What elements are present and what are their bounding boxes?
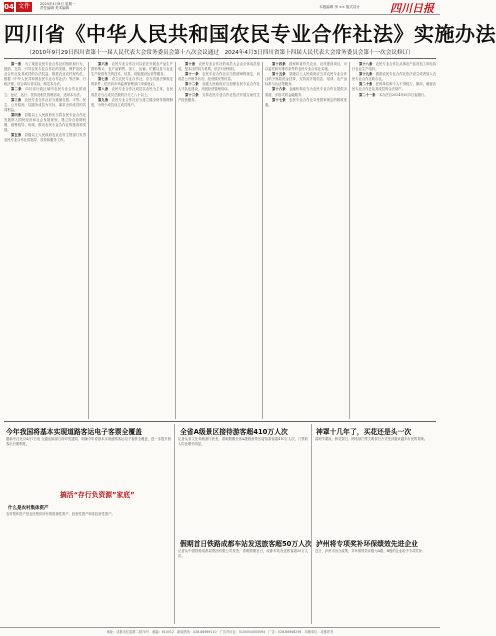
newspaper-logo: 四川日报 <box>390 2 434 15</box>
article-number: 第五条 <box>11 133 25 138</box>
article-paragraph <box>91 62 173 77</box>
article-subhead: 什么是农村集体资产 <box>8 506 49 511</box>
article-number: 第七条 <box>98 77 112 82</box>
text-column-2 <box>91 62 173 419</box>
article-number: 第八条 <box>98 87 112 92</box>
article-text: 四川省行政区域内农民专业合作社的设立、登记、运行、扶持及相关管理活动，适用本办法。 <box>4 87 87 97</box>
article-text: 支持农民专业合作社依法开展互助性生产经营服务。 <box>178 92 261 102</box>
article-number: 第十三条 <box>185 92 203 97</box>
article-paragraph <box>178 62 260 72</box>
section-divider <box>4 421 436 422</box>
article-number: 第十五条 <box>272 72 290 77</box>
article-number: 第十二条 <box>185 82 203 87</box>
article-paragraph <box>352 82 436 92</box>
article-number: 第十六条 <box>272 87 290 92</box>
column-divider <box>262 62 263 419</box>
article-paragraph <box>178 82 260 92</box>
article-number: 第二条 <box>11 87 26 92</box>
article-number: 第四条 <box>11 112 25 117</box>
article-text: 县级以上人民政府应当对农民专业合作社给予财政资金扶持，支持其开展信息、培训、农产品标准与认证等服务。 <box>265 72 348 87</box>
article-text: 本办法自2024年6月1日起施行。 <box>378 92 428 97</box>
article-text: 农民专业合作社成员以农民为主体，农民成员应当占成员总数的百分之八十以上。 <box>91 87 174 97</box>
article-number: 第一条 <box>11 62 25 66</box>
article-number: 第十九条 <box>359 72 376 77</box>
article-number: 第九条 <box>98 97 112 102</box>
header-editor-line: 责任编辑 美术编辑 <box>40 6 70 10</box>
article-paragraph <box>4 113 86 133</box>
column-divider <box>349 62 350 419</box>
article-text: 县级以上人民政府应当将农民专业合作社发展纳入国民经济和社会发展规划，建立综合协调机制，统筹指导、协调、推动农民专业合作社的建设和发展。 <box>4 112 87 133</box>
article-text: 国家和省有关农业、农村建设项目，可以委托和安排有条件的农民专业合作社实施。 <box>265 62 348 72</box>
article-title: 搞活“存行负资源”家底” <box>60 491 135 499</box>
article-number: 第十七条 <box>272 97 290 102</box>
column-divider <box>88 62 89 419</box>
article-number: 第十条 <box>185 62 199 66</box>
article-body: 据新华社北京4月7日电 交通运输部日前印发通知，明确今年将基本实现道路客运电子客票全覆盖，进一步提升旅客出行便利度。 <box>6 437 171 447</box>
article-paragraph <box>265 87 347 97</box>
column-divider <box>174 424 175 624</box>
article-paragraph <box>4 98 86 113</box>
article-title: 假期首日铁路成都车站发送旅客超50万人次 <box>180 540 312 548</box>
article-text: 鼓励农民专业合作社依法设立或者加入农民专业合作社联合社。 <box>352 72 437 82</box>
article-paragraph <box>4 87 86 97</box>
article-paragraph <box>352 93 436 98</box>
text-column-1 <box>4 62 86 419</box>
article-paragraph <box>4 62 86 87</box>
article-number: 第二十条 <box>359 82 376 87</box>
text-column-3 <box>178 62 260 419</box>
article-text: 农民专业合作社从事农产品初加工用电执行农业生产电价。 <box>352 62 437 72</box>
article-text: 为了规范农民专业合作社的组织和行为，鼓励、支持、引导农民专业合作社的发展，保护农民专业合作社及其成员的合法权益，推进农业农村现代化，根据《中华人民共和国农民专业合作社法》等法律、行政法规，结合四川省实际，制定本办法。 <box>4 62 87 87</box>
article-text: 农民专业合作社可以依法开展农产品生产资料购买、农产品销售、加工、运输、贮藏以及与农业生产经营有关的技术、信息、设施建设运营等服务。 <box>91 62 174 77</box>
text-column-5 <box>352 62 436 419</box>
article-number: 第十一条 <box>185 72 203 77</box>
article-body: 清明节期间，鲜花祭扫、网络祭扫等文明祭扫方式受到越来越多市民的青睐。 <box>315 437 428 441</box>
section-label: 文件 <box>18 3 31 10</box>
article-paragraph <box>178 93 260 103</box>
article-body: 记者从中国铁路成都局集团有限公司获悉，清明假期首日，成都车站发送旅客超50万人次。 <box>178 549 308 559</box>
article-text: 县级以上人民政府农业农村主管部门负责农民专业合作社的指导、扶持和服务工作。 <box>4 133 87 143</box>
article-title: 今年我国将基本实现道路客运电子客票全覆盖 <box>6 428 142 436</box>
article-paragraph <box>352 72 436 82</box>
page-number: 04 <box>4 3 14 11</box>
column-divider <box>175 62 176 419</box>
header-date <box>40 2 75 10</box>
article-number: 第六条 <box>98 62 112 66</box>
article-number: 第十四条 <box>272 62 290 66</box>
article-paragraph <box>4 133 86 143</box>
article-paragraph <box>265 98 347 108</box>
article-body: 近日，泸州市出台政策，对环保绩效评级为A级、B级的企业给予专项奖补。 <box>315 549 426 553</box>
article-title: 全省A级景区接待游客超410万人次 <box>180 428 288 436</box>
divider <box>4 58 436 59</box>
article-text: 农民专业合作社应当遵循自愿、平等、民主、公开原则，以服务成员为宗旨，谋求全体成员的共同利益。 <box>4 97 87 112</box>
article-text: 农民专业合作社享受国家规定的税收优惠。 <box>265 97 348 107</box>
article-text: 设立农民专业合作社，应当具备法律规定的条件，依法向市场监督管理部门申请登记。 <box>91 77 174 87</box>
article-title: 神罩十几年了，买花还是头一次 <box>316 428 412 436</box>
article-text: 任何单位和个人不得侵占、挪用、截留农民专业合作社及其成员的合法财产。 <box>352 82 437 92</box>
article-text: 农民专业合作社的成员大会由全体成员组成，是本社的权力机构，依法行使职权。 <box>178 62 261 72</box>
article-paragraph <box>91 98 173 108</box>
article-number: 第十八条 <box>359 62 376 66</box>
header-date-line: 2024年4月8日 星期一 <box>40 2 76 6</box>
header-editor: 本版编辑 李 ×× 版式设计 <box>319 5 360 9</box>
main-title: 四川省《中华人民共和国农民专业合作社法》实施办法 <box>4 22 496 46</box>
article-paragraph <box>91 87 173 97</box>
column-divider <box>311 424 312 624</box>
article-paragraph <box>352 62 436 72</box>
article-paragraph <box>265 62 347 72</box>
text-column-4 <box>265 62 347 419</box>
article-text: 农民专业合作社应当建立健全财务管理制度，为每个成员设立成员账户。 <box>91 97 174 107</box>
article-paragraph <box>178 72 260 82</box>
article-text: 金融机构应当为农民专业合作社提供多渠道、多形式的金融服务。 <box>265 87 348 97</box>
page-header <box>0 0 440 15</box>
article-number: 第二十一条 <box>359 92 379 97</box>
article-body: 农村集体资产是农民集体所有的资源性资产、经营性资产和非经营性资产。 <box>6 512 115 516</box>
main-subtitle: （2010年9月29日四川省第十一届人民代表大会常务委员会第十八次会议通过 2024年4月3日四川省第十四届人民代表大会常务委员会第十一次会议修订） <box>26 50 414 56</box>
article-paragraph <box>265 72 347 87</box>
article-paragraph <box>91 77 173 87</box>
article-title: 泸州将专项奖补环保绩效先进企业 <box>316 540 418 548</box>
article-body: 记者从省文化和旅游厅获悉，清明假期全省A级旅游景区接待游客超410万人次，门票收入同比增长明显。 <box>178 437 308 447</box>
article-number: 第三条 <box>11 97 25 102</box>
article-text: 各级人民政府应当加强农民专业合作社人才队伍建设，开展经营管理培训。 <box>178 82 261 92</box>
article-text: 农民专业合作社应当按照章程规定，向成员公开财务状况、经营情况等信息。 <box>178 72 261 82</box>
page-footer: 地址：成都市红星路二段70号 邮编：610012 新闻热线：028-86969110 广告许可证：5100004000094 广告：028-86968296 印刷单位：成都印务 <box>0 627 440 636</box>
